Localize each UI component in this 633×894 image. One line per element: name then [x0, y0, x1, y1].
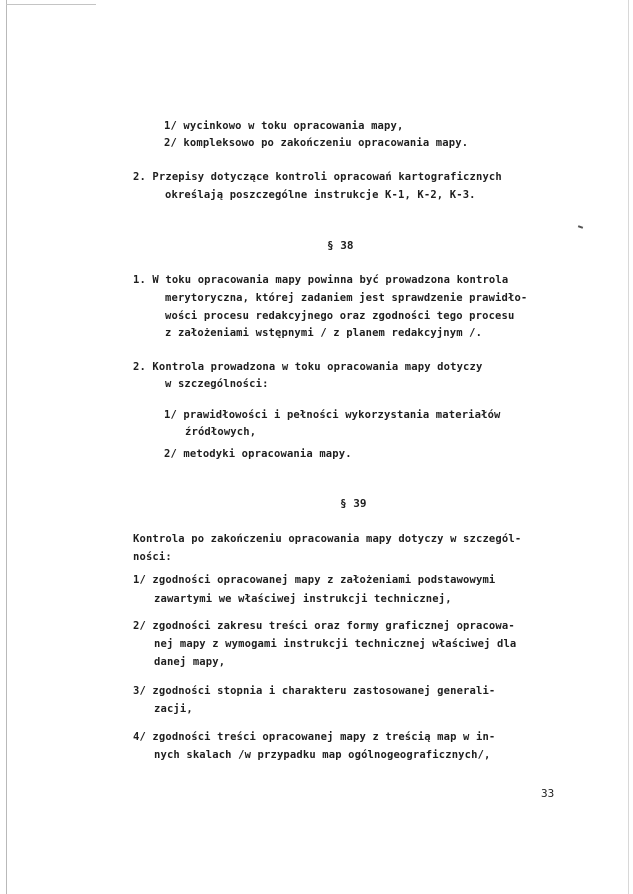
- s38-sub-1-line-1: 1/ prawidłowości i pełności wykorzystania materiałów: [164, 409, 501, 421]
- s38-point-1-line-4: z założeniami wstępnymi / z planem redakcyjnym /.: [165, 327, 483, 339]
- section-heading-39: § 39: [340, 497, 367, 510]
- list-item-2-line: 2/ kompleksowo po zakończeniu opracowania mapy.: [164, 137, 469, 149]
- s39-item-3-line-2: zacji,: [154, 703, 193, 715]
- s39-item-2-line-1: 2/ zgodności zakresu treści oraz formy graficznej opracowa-: [133, 620, 515, 632]
- margin-mark: [578, 225, 583, 229]
- s39-item-4-line-2: nych skalach /w przypadku map ogólnogeograficznych/,: [154, 749, 491, 761]
- s39-intro-line-2: ności:: [133, 551, 172, 563]
- s39-intro-line-1: Kontrola po zakończeniu opracowania mapy dotyczy w szczegól-: [133, 533, 522, 545]
- s38-sub-1-line-2: źródłowych,: [185, 426, 257, 438]
- paragraph-2-line-1: 2. Przepisy dotyczące kontroli opracowań kartograficznych: [133, 171, 502, 183]
- page-edge-right: [628, 0, 629, 894]
- s38-point-1-line-1: 1. W toku opracowania mapy powinna być prowadzona kontrola: [133, 274, 509, 286]
- s39-item-4-line-1: 4/ zgodności treści opracowanej mapy z treścią map w in-: [133, 731, 496, 743]
- s38-point-1-line-3: wości procesu redakcyjnego oraz zgodności tego procesu: [165, 310, 515, 322]
- page-edge-top: [6, 4, 96, 5]
- s39-item-1-line-1: 1/ zgodności opracowanej mapy z założeniami podstawowymi: [133, 574, 496, 586]
- s39-item-1-line-2: zawartymi we właściwej instrukcji technicznej,: [154, 593, 452, 605]
- page-number: 33: [541, 787, 555, 800]
- page-edge-left: [6, 0, 7, 894]
- s39-item-3-line-1: 3/ zgodności stopnia i charakteru zastosowanej generali-: [133, 685, 496, 697]
- s38-point-2-line-2: w szczególności:: [165, 378, 269, 390]
- s38-point-2-line-1: 2. Kontrola prowadzona w toku opracowania mapy dotyczy: [133, 361, 483, 373]
- paragraph-2-line-2: określają poszczególne instrukcje K-1, K-2, K-3.: [165, 189, 476, 201]
- s38-point-1-line-2: merytoryczna, której zadaniem jest sprawdzenie prawidło-: [165, 292, 528, 304]
- section-heading-38: § 38: [327, 239, 354, 252]
- list-item-1-line: 1/ wycinkowo w toku opracowania mapy,: [164, 120, 404, 132]
- s39-item-2-line-3: danej mapy,: [154, 656, 226, 668]
- s38-sub-2: 2/ metodyki opracowania mapy.: [164, 448, 352, 460]
- s39-item-2-line-2: nej mapy z wymogami instrukcji technicznej właściwej dla: [154, 638, 517, 650]
